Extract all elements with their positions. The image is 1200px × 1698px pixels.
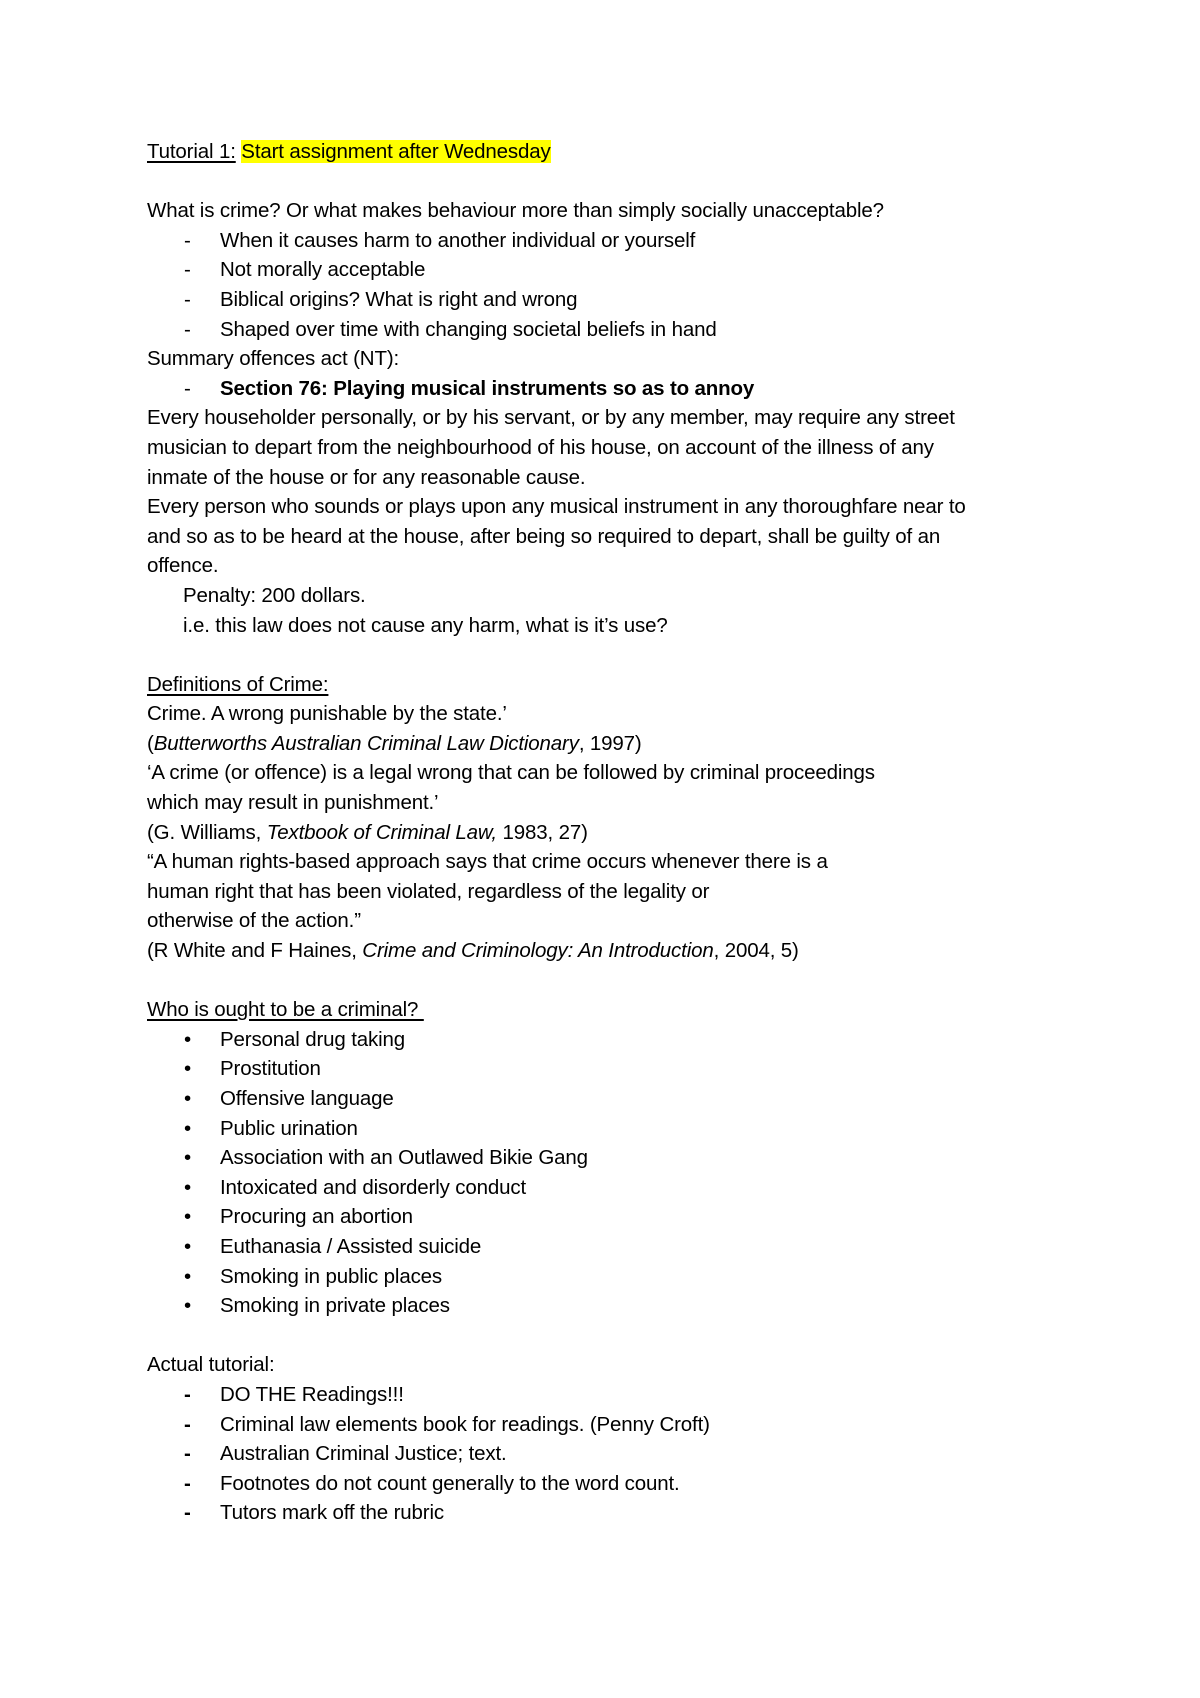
document-page: [147, 137, 1107, 1528]
bullet-item: • Euthanasia / Assisted suicide: [147, 1232, 1107, 1262]
list-item: - Biblical origins? What is right and wrong: [147, 285, 1107, 315]
assignment-highlight: Start assignment after Wednesday: [241, 140, 551, 163]
bullet-item: • Personal drug taking: [147, 1025, 1107, 1055]
penalty-text: Penalty: 200 dollars.: [183, 583, 366, 607]
citation: (Butterworths Australian Criminal Law Dictionary, 1997): [147, 731, 642, 755]
bullet-marker: •: [184, 1234, 192, 1258]
bullet-item: • Intoxicated and disorderly conduct: [147, 1173, 1107, 1203]
bullet-marker: •: [184, 1264, 192, 1288]
bullet-item: • Prostitution: [147, 1054, 1107, 1084]
summary-act-title: Summary offences act (NT):: [147, 347, 400, 371]
bullet-marker: •: [184, 1294, 192, 1318]
law-note: i.e. this law does not cause any harm, what is it’s use?: [183, 613, 668, 637]
bullet-item: • Smoking in public places: [147, 1262, 1107, 1292]
bullet-item: • Offensive language: [147, 1084, 1107, 1114]
list-item: - DO THE Readings!!!: [147, 1380, 1107, 1410]
dash-marker: -: [184, 287, 191, 311]
paragraph-line: offence.: [147, 554, 219, 578]
list-item: - Tutors mark off the rubric: [147, 1498, 1107, 1528]
bullet-marker: •: [184, 1175, 192, 1199]
actual-tutorial-title: Actual tutorial:: [147, 1353, 275, 1377]
list-item: - Criminal law elements book for readings. (Penny Croft): [147, 1410, 1107, 1440]
bullet-marker: •: [184, 1116, 192, 1140]
list-item: - Australian Criminal Justice; text.: [147, 1439, 1107, 1469]
bullet-item: • Smoking in private places: [147, 1291, 1107, 1321]
tutorial-heading: [147, 137, 1107, 167]
definition-text: otherwise of the action.”: [147, 909, 361, 933]
paragraph-line: inmate of the house or for any reasonable cause.: [147, 465, 586, 489]
list-item: - When it causes harm to another individual or yourself: [147, 226, 1107, 256]
paragraph-line: musician to depart from the neighbourhood of his house, on account of the illness of any: [147, 435, 934, 459]
dash-marker: -: [184, 228, 191, 252]
dash-marker: -: [184, 376, 191, 400]
bullet-marker: •: [184, 1027, 192, 1051]
definition-text: ‘A crime (or offence) is a legal wrong that can be followed by criminal proceedings: [147, 761, 875, 785]
list-item: - Footnotes do not count generally to the word count.: [147, 1469, 1107, 1499]
definition-text: “A human rights-based approach says that crime occurs whenever there is a: [147, 850, 828, 874]
bullet-marker: •: [184, 1146, 192, 1170]
dash-marker: -: [184, 317, 191, 341]
bullet-marker: •: [184, 1087, 192, 1110]
citation: (G. Williams, Textbook of Criminal Law, 1983, 27): [147, 820, 588, 844]
crime-question: What is crime? Or what makes behaviour more than simply socially unacceptable?: [147, 199, 884, 223]
definition-text: Crime. A wrong punishable by the state.’: [147, 702, 507, 726]
bullet-item: • Association with an Outlawed Bikie Gang: [147, 1143, 1107, 1173]
dash-marker: -: [184, 1412, 191, 1436]
paragraph-line: and so as to be heard at the house, after being so required to depart, shall be guilty of an: [147, 524, 941, 548]
definition-text: which may result in punishment.’: [147, 791, 439, 815]
list-item: - Shaped over time with changing societal beliefs in hand: [147, 315, 1107, 345]
bullet-item: • Procuring an abortion: [147, 1202, 1107, 1232]
paragraph-line: Every householder personally, or by his servant, or by any member, may require any street: [147, 406, 955, 430]
definitions-heading: Definitions of Crime:: [147, 672, 329, 696]
dash-marker: -: [184, 1382, 191, 1406]
tutorial-label: Tutorial 1:: [147, 140, 236, 163]
who-criminal-heading: Who is ought to be a criminal?: [147, 998, 424, 1022]
dash-marker: -: [184, 1442, 191, 1466]
section-heading: - Section 76: Playing musical instruments so as to annoy: [147, 374, 1107, 404]
dash-marker: -: [184, 1471, 191, 1495]
bullet-marker: •: [184, 1057, 192, 1081]
bullet-item: • Public urination: [147, 1114, 1107, 1144]
definition-text: human right that has been violated, regardless of the legality or: [147, 879, 710, 903]
dash-marker: -: [184, 1501, 191, 1525]
bullet-marker: •: [184, 1205, 192, 1229]
citation: (R White and F Haines, Crime and Criminology: An Introduction, 2004, 5): [147, 939, 799, 963]
paragraph-line: Every person who sounds or plays upon any musical instrument in any thoroughfare near to: [147, 495, 966, 519]
list-item: - Not morally acceptable: [147, 255, 1107, 285]
dash-marker: -: [184, 258, 191, 282]
